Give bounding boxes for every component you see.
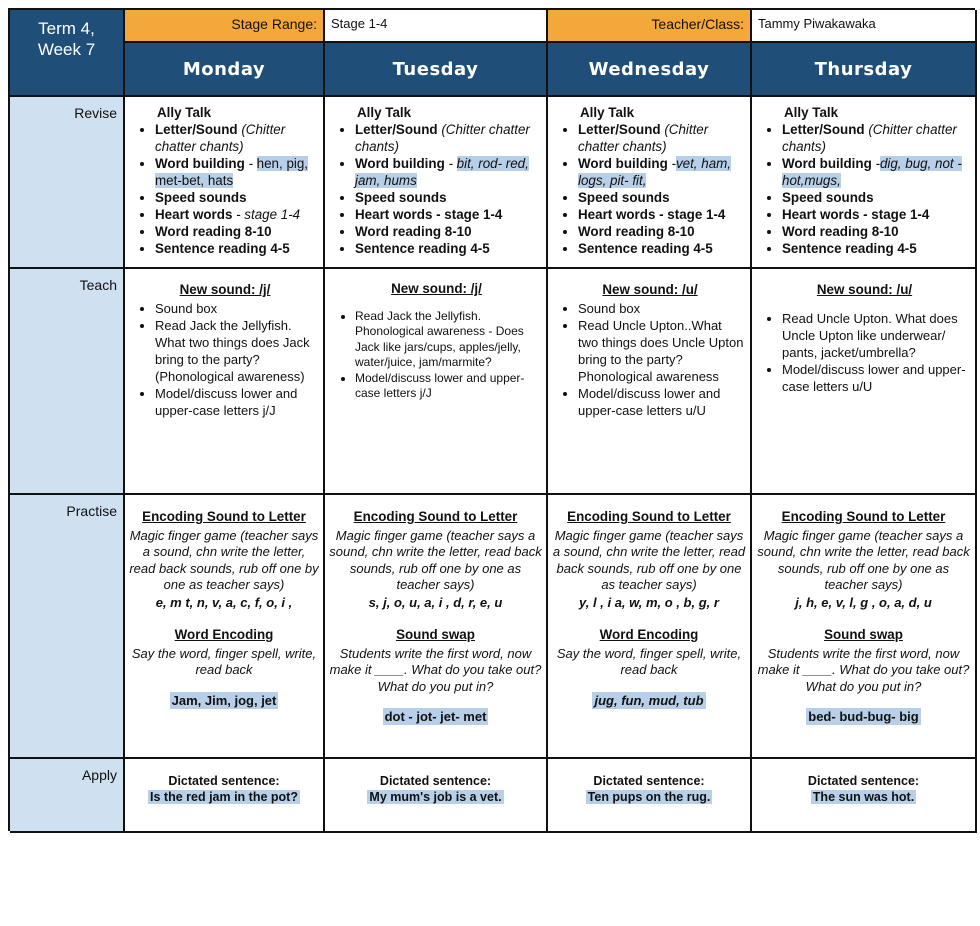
row-label-teach: Teach [10, 269, 125, 495]
revise-thursday [752, 97, 977, 269]
teacher-class-label: Teacher/Class: [548, 10, 752, 43]
encoding-description: Magic finger game (teacher says a sound, chn write the letter, read back sounds, rub off one by one as teacher says) [757, 527, 970, 592]
activity-heading: Word Encoding [174, 627, 274, 642]
activity-heading: Word Encoding [599, 627, 699, 642]
apply-tuesday [325, 759, 548, 833]
teach-thursday [752, 269, 977, 495]
list-item: • Sound box [578, 300, 744, 317]
row-label-revise: Revise [10, 97, 125, 269]
apply-thursday [752, 759, 977, 833]
letter-list: s, j, o, u, a, i , d, r, e, u [368, 594, 503, 610]
dictated-label: Dictated sentence: [379, 774, 492, 788]
day-header-thursday: Thursday [752, 43, 977, 97]
dictated-sentence: Ten pups on the rug. [587, 790, 711, 804]
encoding-description: Magic finger game (teacher says a sound, chn write the letter, read back sounds, rub off one by one as teacher says) [329, 527, 542, 592]
activity-description: Students write the first word, now make it ____. What do you take out? What do you put in? [329, 645, 542, 694]
list-item: • Speed sounds [355, 189, 540, 206]
list-item: • Heart words - stage 1-4 [578, 206, 744, 223]
list-item: • Read Jack the Jellyfish. What two things does Jack bring to the party? (Phonological awareness) [155, 317, 317, 385]
list-item: • Model/discuss lower and upper-case letters u/U [782, 361, 969, 395]
list-item: • Letter/Sound (Chitter chatter chants) [355, 121, 540, 155]
list-item: • Word building -dig, bug, not - hot,mugs, [782, 155, 969, 189]
day-header-tuesday: Tuesday [325, 43, 548, 97]
encoding-heading: Encoding Sound to Letter [142, 509, 306, 524]
list-item: • Read Jack the Jellyfish. Phonological awareness - Does Jack like jars/cups, apples/jelly, water/juice, jam/marmite? [355, 309, 540, 371]
teach-tuesday [325, 269, 548, 495]
dictated-sentence: Is the red jam in the pot? [150, 790, 298, 804]
practise-thursday [752, 495, 977, 759]
list-item: • Heart words - stage 1-4 [782, 206, 969, 223]
activity-heading: Sound swap [824, 627, 903, 642]
practise-wednesday [548, 495, 752, 759]
encoding-description: Magic finger game (teacher says a sound, chn write the letter, read back sounds, rub off one by one as teacher says) [552, 527, 746, 592]
letter-list: j, h, e, v, l, g , o, a, d, u [795, 594, 932, 610]
practise-tuesday [325, 495, 548, 759]
day-header-monday: Monday [125, 43, 325, 97]
encoding-heading: Encoding Sound to Letter [567, 509, 731, 524]
term-label: Term 4, [38, 19, 95, 38]
dictated-sentence: The sun was hot. [812, 790, 915, 804]
teach-monday [125, 269, 325, 495]
word-list: jug, fun, mud, tub [594, 692, 704, 708]
list-item: • Model/discuss lower and upper-case letters j/J [355, 371, 540, 402]
list-item: • Model/discuss lower and upper-case letters j/J [155, 385, 317, 419]
dictated-sentence: My mum's job is a vet. [369, 790, 502, 804]
new-sound-heading: New sound: /j/ [179, 282, 271, 297]
day-header-wednesday: Wednesday [548, 43, 752, 97]
stage-range-value[interactable]: Stage 1-4 [325, 10, 548, 43]
word-list: Jam, Jim, jog, jet [171, 692, 277, 708]
activity-description: Say the word, finger spell, write, read back [556, 645, 742, 677]
list-item: • Word reading 8-10 [578, 223, 744, 240]
list-item: • Letter/Sound (Chitter chatter chants) [155, 121, 317, 155]
dictated-label: Dictated sentence: [168, 774, 280, 788]
list-item: • Speed sounds [578, 189, 744, 206]
encoding-heading: Encoding Sound to Letter [353, 509, 518, 524]
new-sound-heading: New sound: /j/ [391, 281, 482, 296]
list-item: • Letter/Sound (Chitter chatter chants) [578, 121, 744, 155]
list-item: • Read Uncle Upton..What two things does Uncle Upton bring to the party? Phonological awareness [578, 317, 744, 385]
list-item: • Sentence reading 4-5 [155, 240, 317, 257]
apply-wednesday [548, 759, 752, 833]
list-item: • Word reading 8-10 [155, 223, 317, 240]
term-week-cell [10, 10, 125, 97]
list-item: • Read Uncle Upton. What does Uncle Upton like underwear/ pants, jacket/umbrella? [782, 310, 969, 361]
list-item: • Word building - hen, pig, met-bet, hats [155, 155, 317, 189]
list-item: • Sentence reading 4-5 [578, 240, 744, 257]
revise-tuesday [325, 97, 548, 269]
new-sound-heading: New sound: /u/ [816, 282, 913, 297]
list-item: • Letter/Sound (Chitter chatter chants) [782, 121, 969, 155]
activity-description: Say the word, finger spell, write, read back [131, 645, 317, 677]
week-label: Week 7 [37, 40, 96, 59]
list-item: • Model/discuss lower and upper-case letters u/U [578, 385, 744, 419]
revise-monday [125, 97, 325, 269]
teacher-class-value[interactable]: Tammy Piwakawaka [752, 10, 977, 43]
ally-talk: Ally Talk [784, 105, 839, 120]
lesson-plan-table [8, 8, 975, 831]
ally-talk: Ally Talk [357, 105, 412, 120]
stage-range-label: Stage Range: [125, 10, 325, 43]
list-item: • Word building -vet, ham, logs, pit- fit, [578, 155, 744, 189]
apply-monday [125, 759, 325, 833]
dictated-label: Dictated sentence: [807, 774, 920, 788]
ally-talk: Ally Talk [157, 105, 212, 120]
activity-description: Students write the first word, now make it ____. What do you take out? What do you put in? [757, 645, 970, 694]
row-label-practise: Practise [10, 495, 125, 759]
list-item: • Word building - bit, rod- red, jam, hums [355, 155, 540, 189]
encoding-description: Magic finger game (teacher says a sound, chn write the letter, read back sounds, rub off one by one as teacher says) [129, 527, 319, 592]
list-item: • Sentence reading 4-5 [782, 240, 969, 257]
list-item: • Sentence reading 4-5 [355, 240, 540, 257]
encoding-heading: Encoding Sound to Letter [781, 509, 946, 524]
letter-list: e, m t, n, v, a, c, f, o, i , [155, 594, 293, 610]
list-item: • Word reading 8-10 [782, 223, 969, 240]
row-label-apply: Apply [10, 759, 125, 833]
dictated-label: Dictated sentence: [593, 774, 705, 788]
list-item: • Heart words - stage 1-4 [155, 206, 317, 223]
list-item: • Sound box [155, 300, 317, 317]
ally-talk: Ally Talk [580, 105, 635, 120]
activity-heading: Sound swap [396, 627, 475, 642]
new-sound-heading: New sound: /u/ [602, 282, 698, 297]
list-item: • Word reading 8-10 [355, 223, 540, 240]
letter-list: y, l , i a, w, m, o , b, g, r [579, 594, 719, 610]
word-list: bed- bud-bug- big [808, 709, 919, 724]
practise-monday [125, 495, 325, 759]
list-item: • Speed sounds [782, 189, 969, 206]
word-list: dot - jot- jet- met [384, 709, 487, 724]
list-item: • Heart words - stage 1-4 [355, 206, 540, 223]
list-item: • Speed sounds [155, 189, 317, 206]
teach-wednesday [548, 269, 752, 495]
revise-wednesday [548, 97, 752, 269]
